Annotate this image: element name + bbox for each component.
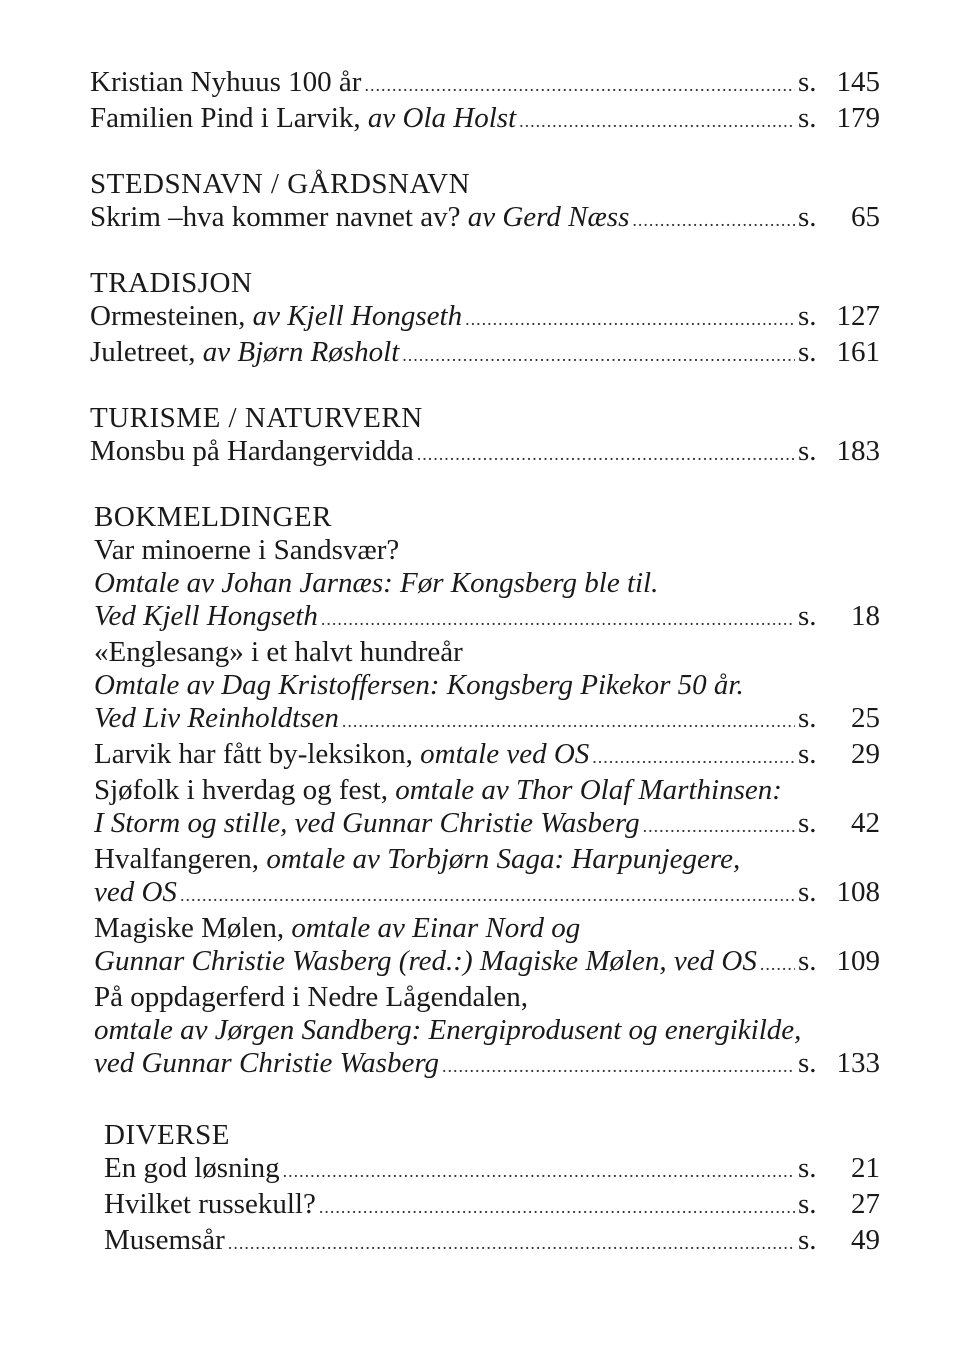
dot-leader <box>283 1155 795 1188</box>
entry-author: I Storm og stille, ved Gunnar Christie Wasberg <box>94 807 640 839</box>
entry-author: omtale av Torbjørn Saga: Harpunjegere, <box>266 843 741 875</box>
page-ref: s. 183 <box>798 435 880 467</box>
entry-author: omtale av Thor Olaf Marthinsen: <box>395 774 782 806</box>
toc-entry <box>104 1188 880 1224</box>
dot-leader <box>417 438 795 471</box>
entry-title: Juletreet, <box>90 336 203 368</box>
dot-leader <box>402 339 795 372</box>
dot-leader <box>342 705 795 738</box>
entry-author: ved OS <box>94 876 177 908</box>
dot-leader <box>321 603 795 636</box>
toc-line <box>94 774 880 807</box>
toc-entry <box>104 1224 880 1260</box>
page-ref: s. 18 <box>798 600 880 632</box>
entry-title: «Englesang» i et halvt hundreår <box>94 636 463 668</box>
page-ref: s. 127 <box>798 300 880 332</box>
table-of-contents <box>90 66 880 1260</box>
entry-title: Musemsår <box>104 1224 225 1256</box>
section-heading: DIVERSE <box>104 1119 230 1151</box>
toc-line <box>94 1014 880 1047</box>
page-ref: s. 109 <box>798 945 880 977</box>
entry-author: av Bjørn Røsholt <box>202 336 400 368</box>
entry-author: av Gerd Næss <box>467 201 630 233</box>
toc-entry <box>90 201 880 237</box>
dot-leader <box>519 105 795 138</box>
entry-title: Var minoerne i Sandsvær? <box>94 534 400 566</box>
entry-title: Larvik har fått by-leksikon, <box>94 738 421 770</box>
entry-title: Sjøfolk i hverdag og fest, <box>94 774 396 806</box>
dot-leader <box>465 303 795 336</box>
entry-author: Ved Kjell Hongseth <box>94 600 318 632</box>
section-heading: BOKMELDINGER <box>94 501 332 533</box>
entry-title: Familien Pind i Larvik, <box>90 102 368 134</box>
dot-leader <box>643 810 795 843</box>
toc-line <box>94 945 880 981</box>
dot-leader <box>632 204 795 237</box>
page-ref: s. 179 <box>798 102 880 134</box>
toc-line <box>94 807 880 843</box>
toc-line <box>94 567 880 600</box>
dot-leader <box>319 1191 795 1224</box>
section-heading: TURISME / NATURVERN <box>90 402 423 434</box>
page-ref: s. 29 <box>798 738 880 770</box>
toc-line <box>94 981 880 1014</box>
page-ref: s. 25 <box>798 702 880 734</box>
toc-line <box>94 843 880 876</box>
toc-line <box>94 738 880 774</box>
bokmeldinger-section <box>94 501 880 1083</box>
entry-author: omtale av Jørgen Sandberg: Energiprodusent og energikilde, <box>94 1014 802 1046</box>
toc-line <box>94 600 880 636</box>
entry-author: Omtale av Johan Jarnæs: Før Kongsberg ble til. <box>94 567 659 599</box>
dot-leader <box>442 1050 795 1083</box>
toc-entry <box>104 1152 880 1188</box>
entry-title: Hvalfangeren, <box>94 843 267 875</box>
entry-author: Gunnar Christie Wasberg (red.:) Magiske Mølen, ved OS <box>94 945 757 977</box>
toc-entry <box>90 66 880 102</box>
diverse-section <box>104 1119 880 1260</box>
toc-line <box>94 636 880 669</box>
entry-title: Hvilket russekull? <box>104 1188 316 1220</box>
page-ref: s. 27 <box>798 1188 880 1220</box>
dot-leader <box>228 1227 795 1260</box>
section-heading: TRADISJON <box>90 267 253 299</box>
entry-author: ved Gunnar Christie Wasberg <box>94 1047 440 1079</box>
entry-title: Skrim –hva kommer navnet av? <box>90 201 468 233</box>
toc-line <box>94 702 880 738</box>
section-heading: STEDSNAVN / GÅRDSNAVN <box>90 168 471 200</box>
page-ref: s. 145 <box>798 66 880 98</box>
entry-author: Ved Liv Reinholdtsen <box>94 702 339 734</box>
entry-title: Ormesteinen, <box>90 300 253 332</box>
page-ref: s. 21 <box>798 1152 880 1184</box>
entry-author: av Ola Holst <box>367 102 517 134</box>
toc-line <box>94 876 880 912</box>
toc-entry <box>90 435 880 471</box>
entry-author: av Kjell Hongseth <box>252 300 463 332</box>
entry-title: Magiske Mølen, <box>94 912 292 944</box>
toc-line <box>94 534 880 567</box>
page-ref: s. 161 <box>798 336 880 368</box>
toc-line <box>94 669 880 702</box>
entry-title: En god løsning <box>104 1152 280 1184</box>
page-ref: s. 65 <box>798 201 880 233</box>
dot-leader <box>592 741 795 774</box>
page-ref: s. 108 <box>798 876 880 908</box>
entry-title: Kristian Nyhuus 100 år <box>90 66 362 98</box>
toc-entry <box>90 102 880 138</box>
dot-leader <box>760 948 795 981</box>
dot-leader <box>364 69 795 102</box>
page-ref: s. 42 <box>798 807 880 839</box>
page-ref: s. 49 <box>798 1224 880 1256</box>
entry-author: Omtale av Dag Kristoffersen: Kongsberg Pikekor 50 år. <box>94 669 744 701</box>
entry-author: omtale av Einar Nord og <box>291 912 581 944</box>
page-ref: s. 133 <box>798 1047 880 1079</box>
toc-line <box>94 912 880 945</box>
toc-entry <box>90 336 880 372</box>
dot-leader <box>180 879 795 912</box>
toc-line <box>94 1047 880 1083</box>
entry-title: Monsbu på Hardangervidda <box>90 435 414 467</box>
entry-title: På oppdagerferd i Nedre Lågendalen, <box>94 981 528 1013</box>
toc-entry <box>90 300 880 336</box>
entry-author: omtale ved OS <box>420 738 590 770</box>
